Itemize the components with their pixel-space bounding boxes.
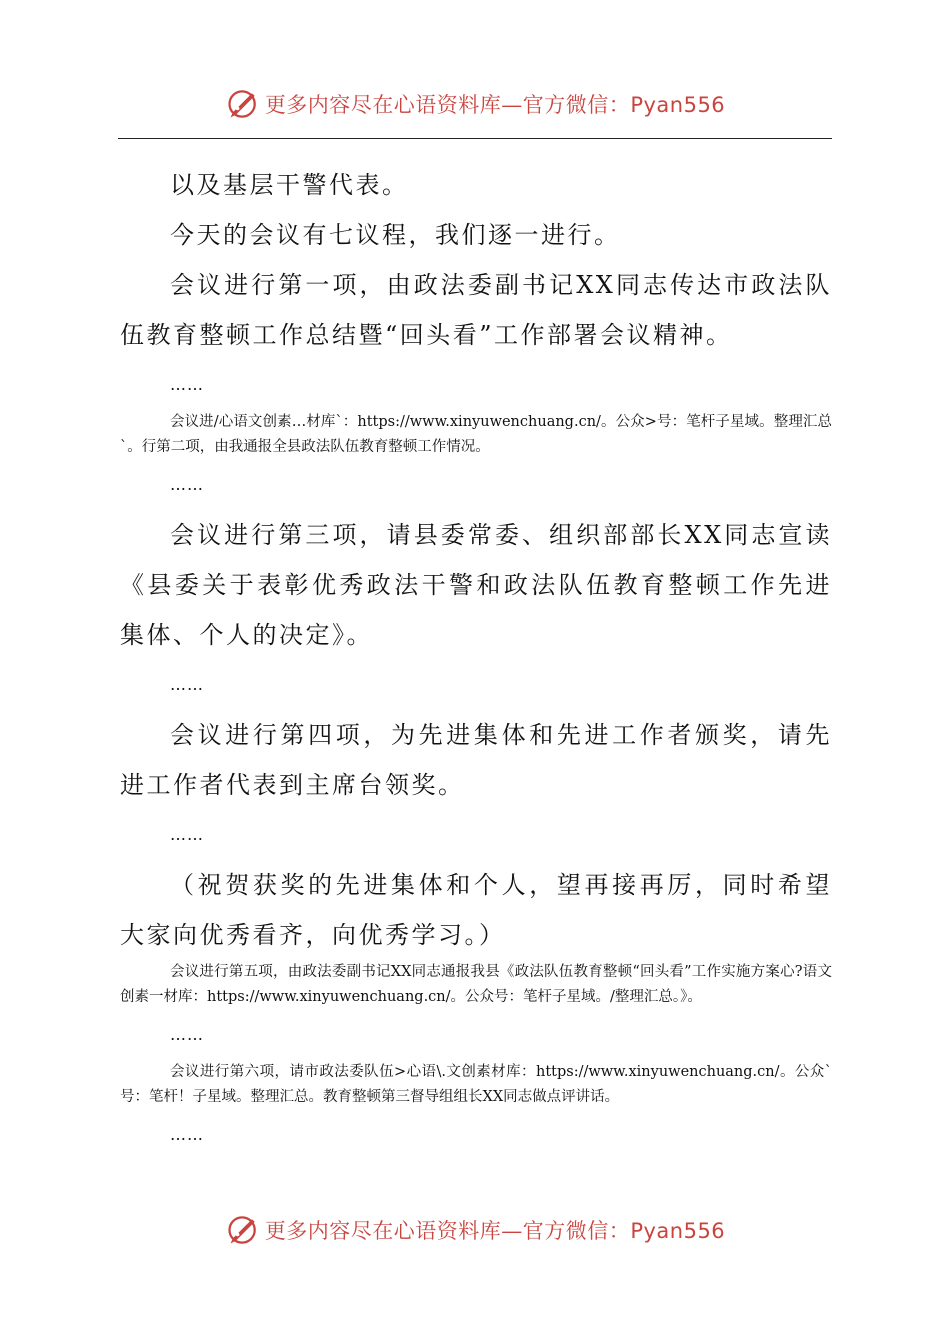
ellipsis: …… xyxy=(170,475,204,494)
small-paragraph: 会议进行第六项，请市政法委队伍>心语\.文创素材库：https://www.xinyuwenchuang.cn/。公众`号：笔杆！子星域。整理汇总。教育整顿第三督导组组长XX同志做点评讲话。 xyxy=(120,1064,832,1105)
header-banner-text xyxy=(265,89,725,119)
paragraph: 今天的会议有七议程，我们逐一进行。 xyxy=(170,221,621,249)
paragraph: 会议进行第一项，由政法委副书记XX同志传达市政法队伍教育整顿工作总结暨“回头看”工作部署会议精神。 xyxy=(120,271,832,349)
paragraph: 会议进行第三项，请县委常委、组织部部长XX同志宣读《县委关于表彰优秀政法干警和政法队伍教育整顿工作先进集体、个人的决定》。 xyxy=(120,521,832,649)
pen-logo-icon xyxy=(225,1212,261,1248)
small-paragraph: 会议进行第五项，由政法委副书记XX同志通报我县《政法队伍教育整顿“回头看”工作实施方案心?语文创素一材库：https://www.xinyuwenchuang.cn/。公众号：笔杆子星域。/整理汇总。》。 xyxy=(120,964,832,1005)
ellipsis: …… xyxy=(170,825,204,844)
paragraph: 以及基层干警代表。 xyxy=(170,171,409,199)
footer-banner xyxy=(0,1210,950,1250)
paragraph: （祝贺获奖的先进集体和个人，望再接再厉，同时希望大家向优秀看齐，向优秀学习。） xyxy=(120,871,832,949)
pen-logo-icon xyxy=(225,86,261,122)
header-banner-wechat: Pyan556 xyxy=(630,93,726,117)
header-banner xyxy=(0,84,950,124)
footer-banner-label: 更多内容尽在心语资料库—官方微信： xyxy=(264,1219,631,1243)
ellipsis: …… xyxy=(170,1025,204,1044)
footer-banner-text xyxy=(265,1215,725,1245)
small-paragraph: 会议进/心语文创素…材库`：https://www.xinyuwenchuang.cn/。公众>号：笔杆子星域。整理汇总`。行第二项，由我通报全县政法队伍教育整顿工作情况。 xyxy=(120,414,832,455)
paragraph: 会议进行第四项，为先进集体和先进工作者颁奖，请先进工作者代表到主席台领奖。 xyxy=(120,721,832,799)
ellipsis: …… xyxy=(170,1125,204,1144)
document-body xyxy=(120,160,832,1160)
ellipsis: …… xyxy=(170,375,204,394)
header-banner-label: 更多内容尽在心语资料库—官方微信： xyxy=(264,93,631,117)
header-divider xyxy=(118,138,832,139)
ellipsis: …… xyxy=(170,675,204,694)
footer-banner-wechat: Pyan556 xyxy=(630,1219,726,1243)
